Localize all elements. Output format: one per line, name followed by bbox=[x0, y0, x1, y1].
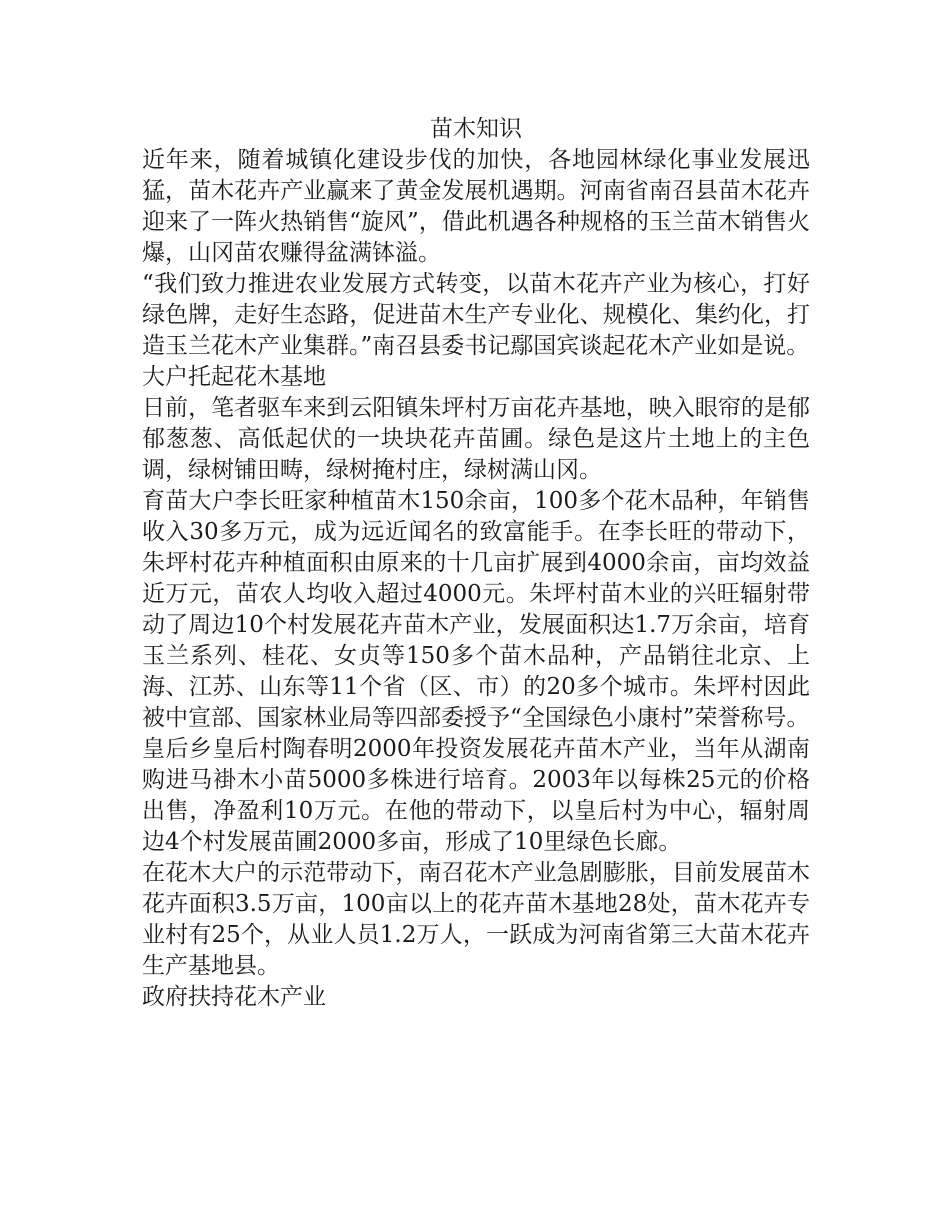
paragraph-intro: 近年来，随着城镇化建设步伐的加快，各地园林绿化事业发展迅猛，苗木花卉产业赢来了黄金发展机遇期。河南省南召县苗木花卉迎来了一阵火热销售“旋风”，借此机遇各种规格的玉兰苗木销售火爆，山冈苗农赚得盆满钵溢。 bbox=[142, 147, 810, 266]
paragraph-li-changwang: 育苗大户李长旺家种植苗木150余亩，100多个花木品种，年销售收入30多万元，成为远近闻名的致富能手。在李长旺的带动下，朱坪村花卉种植面积由原来的十几亩扩展到4000余亩，亩均效益近万元，苗农人均收入超过4000元。朱坪村苗木业的兴旺辐射带动了周边10个村发展花卉苗木产业，发展面积达1.7万余亩，培育玉兰系列、桂花、女贞等150多个苗木品种，产品销往北京、上海、江苏、山东等11个省（区、市）的20多个城市。朱坪村因此被中宣部、国家林业局等四部委授予“全国绿色小康村”荣誉称号。 bbox=[142, 488, 810, 731]
document-body bbox=[142, 114, 810, 1013]
paragraph-quote: “我们致力推进农业发展方式转变，以苗木花卉产业为核心，打好绿色牌，走好生态路，促进苗木生产专业化、规模化、集约化，打造玉兰花木产业集群。”南召县委书记鄢国宾谈起花木产业如是说。 bbox=[142, 271, 810, 359]
paragraph-industry-scale: 在花木大户的示范带动下，南召花木产业急剧膨胀，目前发展苗木花卉面积3.5万亩，100亩以上的花卉苗木基地28处，苗木花卉专业村有25个，从业人员1.2万人，一跃成为河南省第三大苗木花卉生产基地县。 bbox=[142, 860, 810, 979]
section-heading-large-households: 大户托起花木基地 bbox=[142, 364, 326, 390]
paragraph-zhuping-visit: 日前，笔者驱车来到云阳镇朱坪村万亩花卉基地，映入眼帘的是郁郁葱葱、高低起伏的一块块花卉苗圃。绿色是这片土地上的主色调，绿树铺田畴，绿树掩村庄，绿树满山冈。 bbox=[142, 395, 810, 483]
paragraph-tao-chunming: 皇后乡皇后村陶春明2000年投资发展花卉苗木产业，当年从湖南购进马褂木小苗5000多株进行培育。2003年以每株25元的价格出售，净盈利10万元。在他的带动下，以皇后村为中心，辐射周边4个村发展苗圃2000多亩，形成了10里绿色长廊。 bbox=[142, 736, 810, 855]
section-heading-government-support: 政府扶持花木产业 bbox=[142, 984, 326, 1010]
document-title: 苗木知识 bbox=[430, 116, 522, 142]
